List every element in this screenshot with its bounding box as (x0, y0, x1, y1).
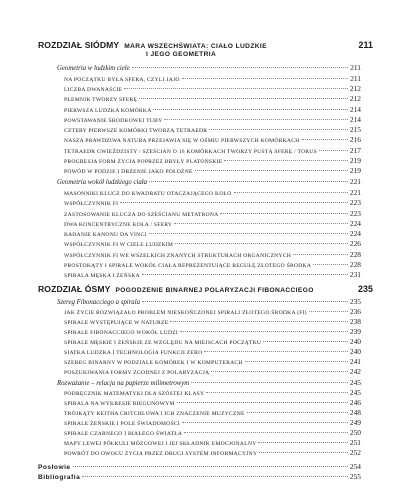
toc-entry[interactable]: DWA KONCENTRYCZNE KOŁA / SFERY 224 (64, 219, 361, 228)
toc-entry[interactable]: SPIRALE ŻEŃSKIE I POLE ŚWIADOMOŚCI 249 (64, 418, 361, 427)
toc-entry[interactable]: POWRÓT DO OWOCU ŻYCIA PRZEZ DRUGI SYSTEM INFORMACYJNY 252 (64, 448, 361, 457)
chapter-8-subtitle: POGODZENIE BINARNEJ POLARYZACJI FIBONACCIEGO (115, 287, 314, 294)
toc-entry[interactable]: PŁEMNIK TWORZY SFERĘ 212 (64, 94, 361, 103)
toc-entry[interactable]: PROSTOKĄTY I SPIRALE WOKÓŁ CIAŁA REPREZENTUJĄCE REGUŁĘ ZŁOTEGO ŚRODKA 228 (64, 260, 361, 269)
toc-entry[interactable]: TETRAEDR GWIEŹDZISTY / SZEŚCIAN O 16 KOMÓRKACH TWORZY PUSTĄ SFERĘ / TORUS 217 (64, 146, 361, 155)
toc-entry[interactable]: WSPÓŁCZYNNIK FI WE WSZELKICH ZNANYCH STRUKTURACH ORGANICZNYCH 228 (64, 250, 361, 259)
chapter-7-subtitle-line2: I JEGO GEOMETRIA (146, 51, 217, 58)
chapter-8-title: ROZDZIAŁ ÓSMY (38, 284, 111, 294)
toc-entry[interactable]: WSPÓŁCZYNNIK FI 223 (64, 198, 361, 207)
toc-entry[interactable]: LICZBA DWANAŚCIE 212 (64, 84, 361, 93)
toc-entry[interactable]: SPIRALE MĘSKIE I ŻEŃSKIE ZE WZGLĘDU NA MIEJSCACH POCZĄTKU 240 (64, 337, 361, 346)
toc-entry[interactable]: PROGRESJA FORM ŻYCIA POPRZEZ BRYŁY PLATOŃSKIE 219 (64, 156, 361, 165)
toc-entry[interactable]: CZTERY PIERWSZE KOMÓRKI TWORZĄ TETRAEDR 215 (64, 125, 361, 134)
toc-entry[interactable]: POSZUKIWANIA FORMY ZGODNEJ Z POLARYZACJĄ 242 (64, 367, 361, 376)
toc-entry[interactable]: WSPÓŁCZYNNIK FI W CIELE LUDZKIM 226 (64, 239, 361, 248)
toc-section[interactable]: Geometria wokół ludzkiego ciała 221 (57, 177, 361, 186)
toc-entry[interactable]: NA POCZĄTKU BYŁA SFERA, CZYLI JAJO 211 (64, 74, 361, 83)
toc-entry[interactable]: SZEREG BINARNY W PODZIALE KOMÓREK I W KOMPUTERACH 241 (64, 357, 361, 366)
toc-entry[interactable]: SPIRALE CZARNEGO I BIAŁEGO ŚWIATŁA 250 (64, 428, 361, 437)
chapter-7-title: ROZDZIAŁ SIÓDMY (38, 40, 120, 50)
toc-entry[interactable]: SPIRALA NA WYKRESIE BIEGUNOWYM 246 (64, 398, 361, 407)
toc-entry[interactable]: SIATKA LUDZKA I TECHNOLOGIA FUNKCJI ZERO 240 (64, 347, 361, 356)
toc-section[interactable]: Szereg Fibonacciego a spirala 235 (57, 297, 361, 306)
toc-entry[interactable]: PODRĘCZNIK MATEMATYKI DLA SZÓSTEJ KLASY 245 (64, 388, 361, 397)
toc-entry[interactable]: SPIRALE FIBONACCIEGO WOKÓŁ LUDZI 239 (64, 327, 361, 336)
toc-entry[interactable]: JAK ŻYCIE ROZWIĄZAŁO PROBLEM NIESKOŃCZONEJ SPIRALI ZŁOTEGO ŚRODKA (FI) 236 (64, 307, 361, 316)
toc-entry[interactable]: POWSTAWANIE ŚRODKOWEJ TUBY 214 (64, 115, 361, 124)
chapter-7-heading[interactable] (38, 40, 373, 50)
toc-entry[interactable]: MAPY LEWEJ PÓŁKULI MÓZGOWEJ I JEJ SKŁADNIK EMOCJONALNY 251 (64, 438, 361, 447)
toc-entry[interactable]: NASZA PRAWDZIWA NATURA PRZEJAWIA SIĘ W OŚMIU PIERWSZYCH KOMÓRKACH 216 (64, 135, 361, 144)
toc-entry[interactable]: MASONNIKI KLUCZ DO KWADRATU OTACZAJĄCEGO KOŁO 221 (64, 188, 361, 197)
toc-entry[interactable]: SPIRALA MĘSKA I ŻEŃSKA 231 (64, 270, 361, 279)
toc-entry[interactable]: PIERWSZA LUDZKA KOMÓRKA 214 (64, 105, 361, 114)
toc-entry[interactable]: ZASTOSOWANIE KLUCZA DO SZEŚCIANU METATRONA 223 (64, 209, 361, 218)
toc-posłowie[interactable]: Posłowie 254 (38, 462, 361, 471)
toc-section[interactable]: Rozważanie – relacja na papierze milimetrowym 245 (57, 378, 361, 387)
chapter-7-page: 211 (358, 40, 373, 50)
toc-entry[interactable]: SPIRALE WYSTĘPUJĄCE W NATURZE 238 (64, 317, 361, 326)
chapter-8-heading[interactable] (38, 284, 373, 294)
toc-entry[interactable]: TRÓJKĄTY KEITHA CRITCHLOWA I ICH ZNACZENIE MUZYCZNE 248 (64, 408, 361, 417)
chapter-8-page: 235 (358, 284, 373, 294)
toc-entry[interactable]: BADANIE KANONU DA VINCI 224 (64, 229, 361, 238)
toc-entry[interactable]: POWÓD W PODZIE I DRŻENIE JAKO POŁOŻNE 219 (64, 166, 361, 175)
toc-section[interactable]: Geometria w ludzkim ciele 211 (57, 63, 361, 72)
toc-bibliografia[interactable]: Bibliografia 255 (38, 472, 361, 481)
chapter-7-subtitle: MARA WSZECHŚWIATA: CIAŁO LUDZKIE (124, 43, 267, 50)
